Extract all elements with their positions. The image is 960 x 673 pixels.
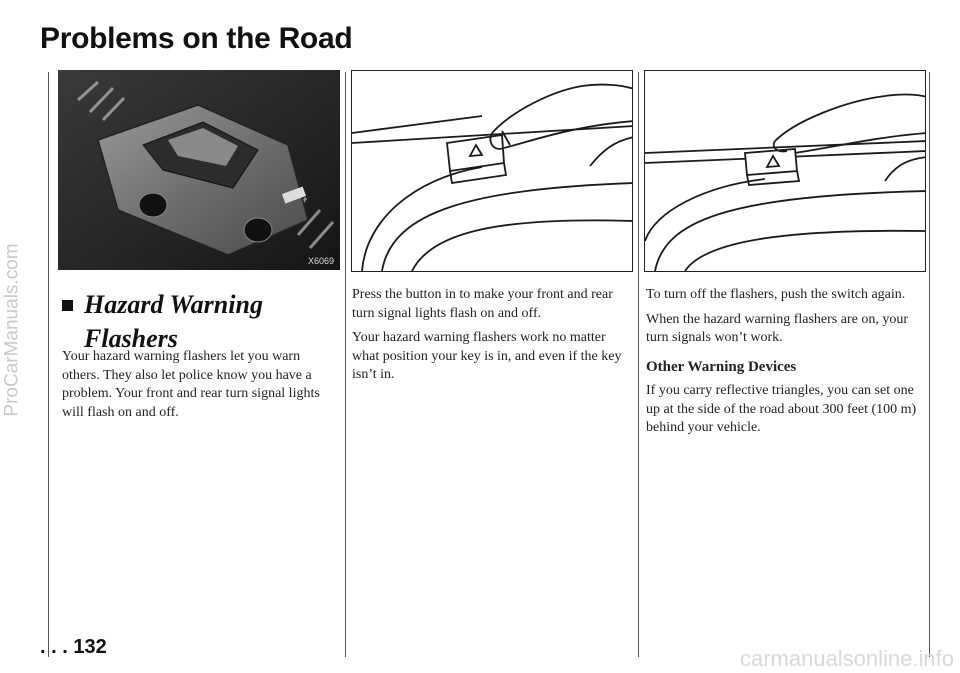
hazard-button-release-figure xyxy=(644,70,926,272)
page-title: Problems on the Road xyxy=(40,22,353,55)
car-hazard-photo xyxy=(58,70,340,270)
photo-code: X6069 xyxy=(307,256,334,266)
column-2-body xyxy=(352,286,634,391)
car-illustration xyxy=(58,70,340,270)
column-2-paragraph-2: Your hazard warning flashers work no matter what position your key is in, and even if the key isn’t in. xyxy=(352,330,622,382)
hazard-intro-paragraph: Your hazard warning flashers let you warn others. They also let police know you have a problem. Your front and rear turn signal lights will flash on and off. xyxy=(62,349,320,420)
column-3-paragraph-3: If you carry reflective triangles, you can set one up at the side of the road about 300 feet (100 m) behind your vehicle. xyxy=(646,383,917,435)
other-warning-devices-heading: Other Warning Devices xyxy=(646,358,797,375)
hazard-section-heading xyxy=(62,288,342,356)
column-3-paragraph-2: When the hazard warning flashers are on, your turn signals won’t work. xyxy=(646,311,909,345)
column-rule-middle xyxy=(345,72,346,657)
column-3-paragraph-1: To turn off the flashers, push the switch again. xyxy=(646,287,906,302)
column-3-body xyxy=(646,286,922,444)
side-watermark xyxy=(0,100,26,560)
column-rule-left xyxy=(48,72,49,657)
page-number: . . . 132 xyxy=(40,636,107,658)
hazard-switch-illustration xyxy=(645,71,926,272)
hazard-button-illustration xyxy=(352,71,633,272)
footer-watermark: carmanualsonline.info xyxy=(739,646,954,671)
column-1-body xyxy=(62,348,332,428)
hazard-button-press-figure xyxy=(351,70,633,272)
column-2-paragraph-1: Press the button in to make your front and rear turn signal lights flash on and off. xyxy=(352,287,613,321)
column-rule-far-right xyxy=(929,72,930,657)
side-watermark-text: ProCarManuals.com xyxy=(2,243,24,417)
heading-bullet-icon xyxy=(62,300,73,311)
column-rule-right xyxy=(638,72,639,657)
hazard-heading-text: Hazard Warning Flashers xyxy=(84,290,263,353)
